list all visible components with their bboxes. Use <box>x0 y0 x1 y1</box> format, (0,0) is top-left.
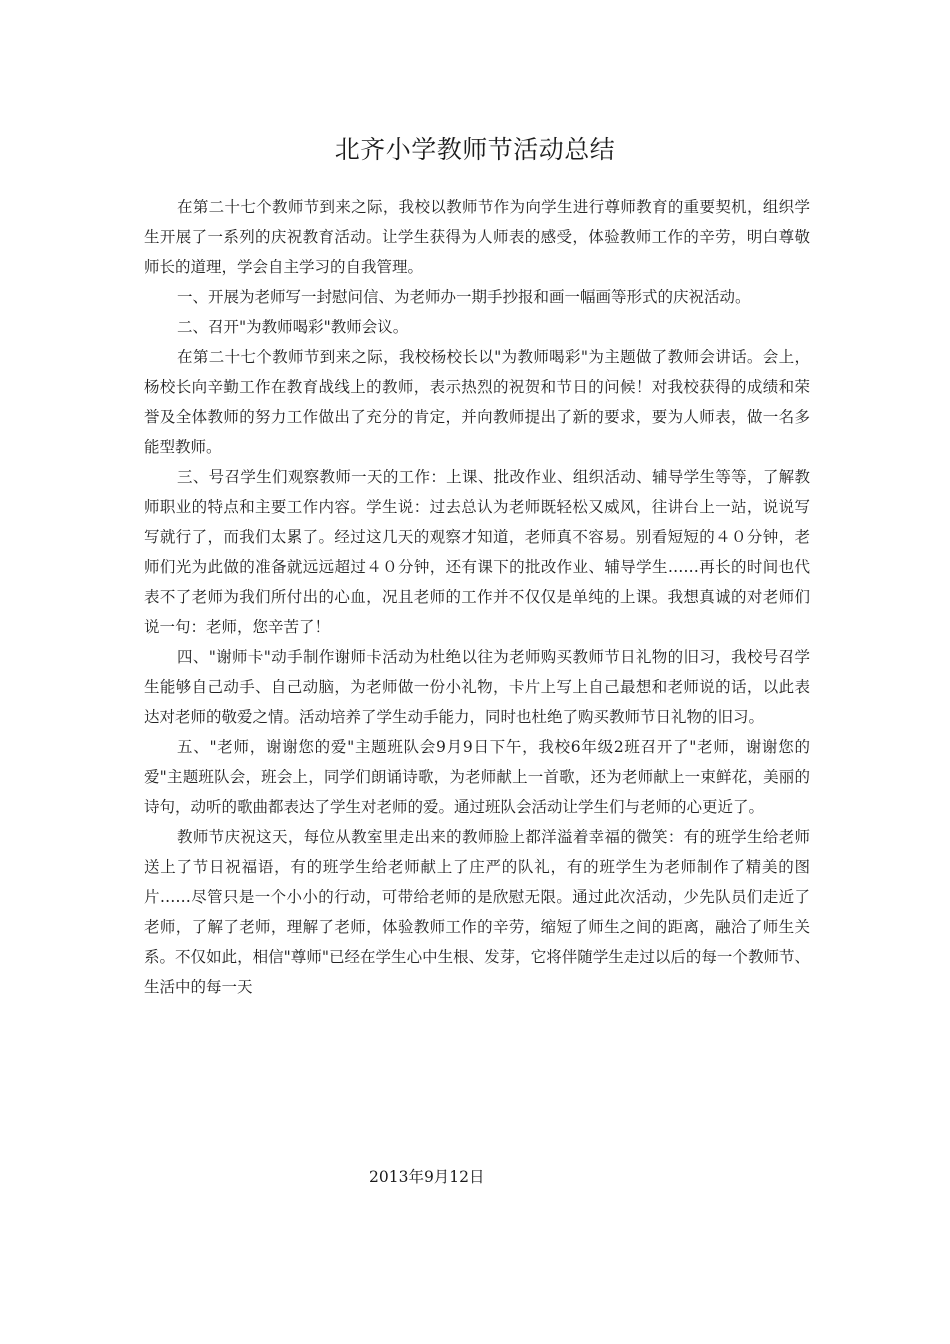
document-date: 2013年9月12日 <box>369 1168 485 1186</box>
document-body <box>144 192 810 1002</box>
paragraph-item-2-detail: 在第二十七个教师节到来之际，我校杨校长以"为教师喝彩"为主题做了教师会讲话。会上，杨校长向辛勤工作在教育战线上的教师，表示热烈的祝贺和节日的问候！对我校获得的成绩和荣誉及全体教师的努力工作做出了充分的肯定，并向教师提出了新的要求，要为人师表，做一名多能型教师。 <box>144 348 810 456</box>
paragraph-item-1: 一、开展为老师写一封慰问信、为老师办一期手抄报和画一幅画等形式的庆祝活动。 <box>177 288 751 306</box>
paragraph-item-4: 四、"谢师卡"动手制作谢师卡活动为杜绝以往为老师购买教师节日礼物的旧习，我校号召学生能够自己动手、自己动脑，为老师做一份小礼物，卡片上写上自己最想和老师说的话，以此表达对老师的敬爱之情。活动培养了学生动手能力，同时也杜绝了购买教师节日礼物的旧习。 <box>144 648 810 726</box>
paragraph-item-3: 三、号召学生们观察教师一天的工作：上课、批改作业、组织活动、辅导学生等等，了解教师职业的特点和主要工作内容。学生说：过去总认为老师既轻松又威风，往讲台上一站，说说写写就行了，而我们太累了。经过这几天的观察才知道，老师真不容易。别看短短的４０分钟，老师们光为此做的准备就远远超过４０分钟，还有课下的批改作业、辅导学生……再长的时间也代表不了老师为我们所付出的心血，况且老师的工作并不仅仅是单纯的上课。我想真诚的对老师们说一句：老师，您辛苦了！ <box>144 468 810 636</box>
document-title: 北齐小学教师节活动总结 <box>334 135 616 164</box>
paragraph-intro: 在第二十七个教师节到来之际，我校以教师节作为向学生进行尊师教育的重要契机，组织学生开展了一系列的庆祝教育活动。让学生获得为人师表的感受，体验教师工作的辛劳，明白尊敬师长的道理，学会自主学习的自我管理。 <box>144 198 810 276</box>
paragraph-conclusion: 教师节庆祝这天，每位从教室里走出来的教师脸上都洋溢着幸福的微笑：有的班学生给老师送上了节日祝福语，有的班学生给老师献上了庄严的队礼，有的班学生为老师制作了精美的图片……尽管只是一个小小的行动，可带给老师的是欣慰无限。通过此次活动，少先队员们走近了老师，了解了老师，理解了老师，体验教师工作的辛劳，缩短了师生之间的距离，融洽了师生关系。不仅如此，相信"尊师"已经在学生心中生根、发芽，它将伴随学生走过以后的每一个教师节、生活中的每一天 <box>144 828 810 996</box>
paragraph-item-5: 五、"老师，谢谢您的爱"主题班队会9月9日下午，我校6年级2班召开了"老师，谢谢您的爱"主题班队会，班会上，同学们朗诵诗歌，为老师献上一首歌，还为老师献上一束鲜花，美丽的诗句，动听的歌曲都表达了学生对老师的爱。通过班队会活动让学生们与老师的心更近了。 <box>144 738 810 816</box>
paragraph-item-2: 二、召开"为教师喝彩"教师会议。 <box>177 318 409 336</box>
